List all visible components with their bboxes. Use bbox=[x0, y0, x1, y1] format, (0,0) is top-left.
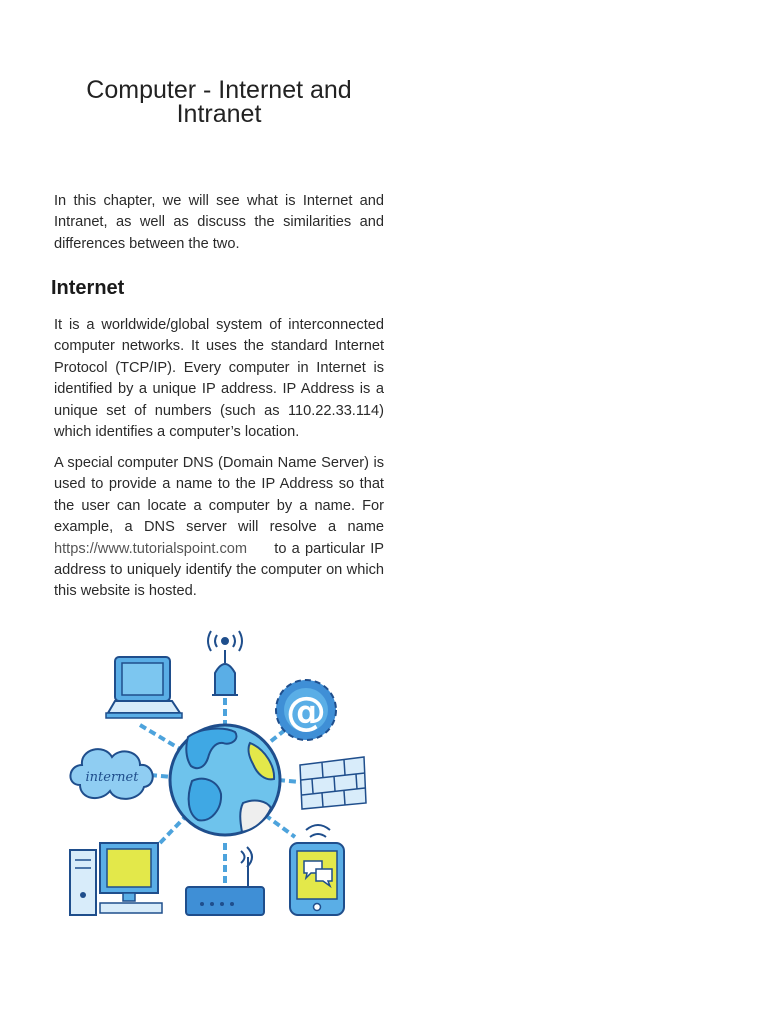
laptop-icon bbox=[106, 657, 182, 718]
globe-icon bbox=[170, 725, 280, 835]
antenna-icon bbox=[212, 650, 238, 695]
firewall-icon bbox=[300, 757, 366, 809]
tutorialspoint-link[interactable]: https://www.tutorialspoint.com bbox=[54, 540, 248, 557]
email-at-icon bbox=[276, 680, 336, 740]
desktop-computer-icon bbox=[70, 843, 162, 915]
mobile-phone-icon bbox=[290, 825, 344, 915]
intro-paragraph: In this chapter, we will see what is Internet and Intranet, as well as discuss the similarities and differences between the two. bbox=[54, 193, 384, 252]
section-heading-internet: Internet bbox=[51, 277, 125, 299]
signal-waves-icon bbox=[208, 631, 242, 651]
at-symbol: @ bbox=[286, 689, 326, 735]
internet-paragraph-2-text-after: to a particular IP address to uniquely identify the computer on which this website is hosted. bbox=[54, 540, 384, 600]
cloud-label: internet bbox=[85, 770, 139, 785]
internet-cloud-icon bbox=[70, 749, 152, 799]
internet-illustration bbox=[60, 625, 380, 925]
internet-paragraph-2-text-before: A special computer DNS (Domain Name Server) is used to provide a name to the IP Address so that the user can locate a computer by a name. For example, a DNS server will resolve a name bbox=[54, 455, 384, 536]
internet-paragraph-1: It is a worldwide/global system of interconnected computer networks. It uses the standard Internet Protocol (TCP/IP). Every computer in Internet is identified by a unique IP address. IP Address is a unique set of numbers (such as 110.22.33.114) which identifies a computer’s location. bbox=[54, 317, 384, 441]
page-title: Computer - Internet and Intranet bbox=[86, 76, 352, 128]
internet-paragraph-2 bbox=[54, 453, 384, 603]
